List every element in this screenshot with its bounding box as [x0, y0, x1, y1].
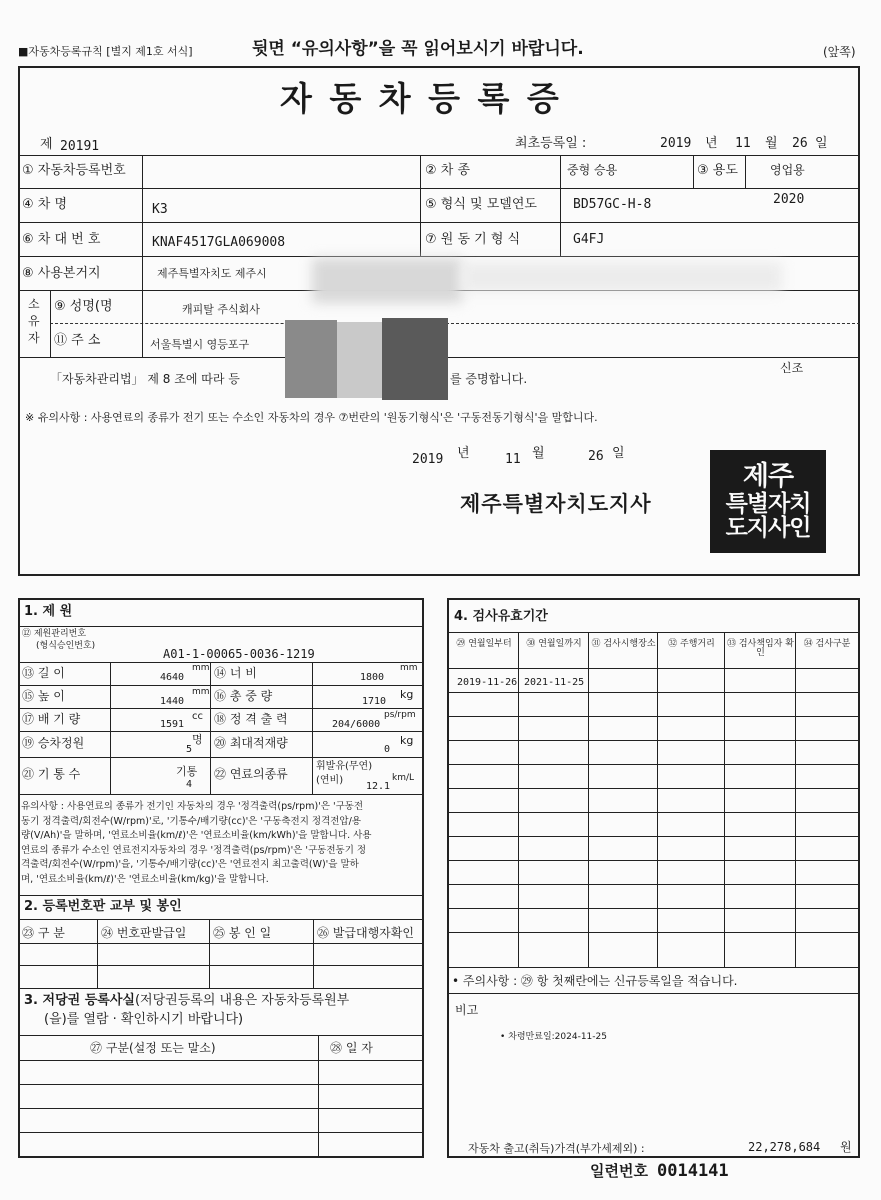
remark-value: • 차령만료일:2024-11-25 [500, 1032, 607, 1042]
law-text-b: 를 증명합니다. [450, 372, 528, 386]
certificate-number: 20191 [60, 139, 100, 154]
type-value: 중형 승용 [567, 163, 618, 177]
seal-line-3: 도지사인 [725, 514, 811, 541]
plate-col-category: ㉓ 구 분 [22, 926, 65, 940]
rated-output-label: ⑱ 정 격 출 력 [214, 712, 288, 726]
engine-value: G4FJ [573, 232, 605, 247]
day-unit: 일 [815, 136, 828, 151]
model-value: BD57GC-H-8 [573, 197, 652, 212]
read-notice: 뒷면 “유의사항”을 꼭 읽어보시기 바랍니다. [252, 39, 584, 59]
inspection-note: • 주의사항 : ㉙ 항 첫째란에는 신규등록일을 적습니다. [452, 974, 738, 988]
page-title: 자 동 차 등 록 증 [280, 79, 562, 118]
insp-col-mileage: ㉜ 주행거리 [668, 639, 715, 649]
remark-label: 비고 [455, 1003, 479, 1017]
vin-value: KNAF4517GLA069008 [152, 235, 286, 250]
redaction-block [285, 320, 337, 398]
lien-col-date: ㉘ 일 자 [330, 1041, 373, 1055]
issue-year-unit: 년 [457, 446, 470, 461]
location-label: ⑧ 사용본거지 [22, 266, 101, 281]
seal-line-1: 제주 [742, 461, 794, 493]
issue-year: 2019 [412, 452, 444, 467]
spec-no-label-2: (형식승인번호) [36, 641, 96, 651]
seating-label: ⑲ 승차정원 [22, 736, 85, 750]
cylinders-label: ㉑ 기 통 수 [22, 767, 81, 781]
insp-col-from: ㉙ 연월일부터 [456, 639, 512, 649]
owner-side-label [28, 296, 42, 347]
spec-section-title: 1. 제 원 [24, 604, 73, 619]
fuel-type-label: ㉒ 연료의종류 [214, 767, 288, 781]
new-vehicle-label: 신조 [780, 361, 804, 375]
insp-col-type: ㉞ 검사구분 [803, 639, 851, 649]
serial-number: 0014141 [657, 1161, 729, 1181]
lien-title-line2: (을)를 열람 · 확인하시기 바랍니다) [44, 1012, 244, 1027]
insp-row1-to: 2021-11-25 [524, 677, 585, 688]
length-label: ⑬ 길 이 [22, 666, 65, 680]
issue-month: 11 [505, 452, 521, 467]
owner-side-3: 자 [28, 331, 40, 345]
year-unit: 년 [705, 136, 718, 151]
first-reg-year: 2019 [660, 136, 692, 151]
height-label: ⑮ 높 이 [22, 689, 65, 703]
type-label: ② 차 종 [425, 163, 471, 178]
gross-weight-unit: kg [400, 688, 414, 701]
law-text-a: 「자동차관리법」 제 8 조에 따라 등 [50, 372, 240, 386]
use-label: ③ 용도 [697, 163, 738, 178]
name-label: ④ 차 명 [22, 197, 68, 212]
cylinders-unit: 기통 [176, 765, 198, 778]
model-label: ⑤ 형식 및 모델연도 [425, 197, 537, 212]
issue-month-unit: 월 [532, 446, 545, 461]
inspection-section-title: 4. 검사유효기간 [454, 609, 548, 624]
width-value: 1800 [360, 672, 385, 683]
height-value: 1440 [160, 696, 185, 707]
owner-side-2: 유 [28, 314, 40, 328]
efficiency-value: 12.1 [366, 781, 391, 792]
height-unit: mm [192, 687, 210, 697]
number-prefix-label: 제 [40, 137, 53, 152]
owner-name-label: ⑨ 성명(명 [54, 299, 113, 314]
name-value: K3 [152, 202, 168, 217]
plate-section-title: 2. 등록번호판 교부 및 봉인 [24, 899, 182, 914]
plate-col-seal-date: ㉕ 봉 인 일 [213, 926, 272, 940]
spec-no-value: A01-1-00065-0036-1219 [163, 647, 315, 661]
owner-address-value: 서울특별시 영등포구 [150, 338, 250, 351]
fuel-type-value: 휘발유(무연) [316, 761, 373, 772]
issue-day-unit: 일 [612, 446, 625, 461]
redaction-block [337, 322, 382, 398]
lien-title-rest: (저당권등록의 내용은 자동차등록원부 [134, 993, 350, 1008]
serial-label: 일련번호 [590, 1162, 648, 1180]
use-value: 영업용 [770, 163, 805, 177]
first-reg-day: 26 [792, 136, 808, 151]
seal-line-2: 특별자치 [725, 490, 811, 517]
official-seal [710, 450, 826, 553]
insp-col-inspector: ㉝ 검사책임자 확인 [727, 639, 794, 658]
page-side: (앞쪽) [823, 45, 856, 59]
form-reference: ■자동차등록규칙 [별지 제1호 서식] [18, 45, 193, 58]
cylinders-value: 4 [186, 779, 193, 790]
width-label: ⑭ 너 비 [214, 666, 257, 680]
issue-day: 26 [588, 449, 604, 464]
plate-col-agent-check: ㉖ 발급대행자확인 [317, 926, 414, 940]
engine-label: ⑦ 원 동 기 형 식 [425, 232, 521, 247]
seating-unit: 명 [192, 733, 203, 746]
first-reg-month: 11 [735, 136, 751, 151]
insp-col-to: ㉚ 연월일까지 [526, 639, 582, 649]
seating-value: 5 [186, 744, 193, 755]
rated-output-unit: ps/rpm [384, 710, 416, 720]
price-value: 22,278,684 [748, 1140, 821, 1154]
displacement-unit: cc [192, 711, 203, 722]
displacement-label: ⑰ 배 기 량 [22, 712, 81, 726]
price-unit: 원 [840, 1140, 852, 1154]
max-load-unit: kg [400, 734, 414, 747]
redacted-reg-number [145, 158, 415, 186]
spec-note: 유의사항 : 사용연료의 종류가 전기인 자동차의 경우 '정격출력(ps/rpm)'은 '구동전 동기 정격출력/회전수(W/rpm)'로, '기통수/배기량(cc)'은 '구동축전지 정격전압/용 량(V/Ah)'을 말하며, '연료소비율(km/ℓ)'은 '연료소비율(km/kWh)'을 말합니다. 사용 연료의 종류가 수소인 연료전지자동차의 경우 '정격출력(ps/rpm)'은 '구동전동기 정 격출력/회전수(W/rpm)'을, '기통수/배기량(cc)'은 '연료전지 최고출력(W)'을 말하 며, '연료소비율(km/ℓ)'은 '연료소비율(km/kg)'을 말합니다. [21, 801, 372, 885]
rated-output-value: 204/6000 [332, 719, 381, 730]
insp-col-place: ㉛ 검사시행장소 [591, 639, 656, 649]
reg-number-label: ① 자동차등록번호 [22, 163, 126, 178]
owner-side-1: 소 [28, 297, 40, 311]
redaction-blur [312, 258, 462, 303]
max-load-label: ⑳ 최대적재량 [214, 736, 288, 750]
length-unit: mm [192, 663, 210, 673]
max-load-value: 0 [384, 744, 391, 755]
plate-col-issue-date: ㉔ 번호판발급일 [101, 926, 187, 940]
model-year: 2020 [773, 192, 805, 207]
spec-no-label-1: ⑫ 제원관리번호 [22, 629, 87, 639]
displacement-value: 1591 [160, 719, 185, 730]
length-value: 4640 [160, 672, 185, 683]
vin-label: ⑥ 차 대 번 호 [22, 232, 101, 247]
owner-name-value: 캐피탈 주식회사 [182, 303, 260, 316]
lien-title-bold: 3. 저당권 등록사실 [24, 993, 135, 1008]
insp-row1-from: 2019-11-26 [457, 677, 518, 688]
gross-weight-label: ⑯ 총 중 량 [214, 689, 273, 703]
issuer-name: 제주특별자치도지사 [460, 492, 652, 516]
redaction-block [382, 318, 448, 400]
caution-note: ※ 유의사항 : 사용연료의 종류가 전기 또는 수소인 자동차의 경우 ⑦번란의 '원동기형식'은 '구동전동기형식'을 말합니다. [25, 411, 598, 424]
efficiency-unit: km/L [392, 773, 415, 783]
width-unit: mm [400, 663, 418, 673]
location-value: 제주특별자치도 제주시 [157, 267, 267, 280]
owner-address-label: ⑪ 주 소 [54, 333, 101, 348]
first-registration-label: 최초등록일 : [515, 136, 587, 151]
price-label: 자동차 출고(취득)가격(부가세제외) : [468, 1142, 645, 1155]
month-unit: 월 [765, 136, 778, 151]
lien-section-title [24, 994, 349, 1007]
lien-col-category: ㉗ 구분(설정 또는 말소) [90, 1041, 216, 1055]
gross-weight-value: 1710 [362, 696, 387, 707]
efficiency-label: (연비) [316, 775, 344, 786]
redaction-blur [462, 262, 782, 292]
